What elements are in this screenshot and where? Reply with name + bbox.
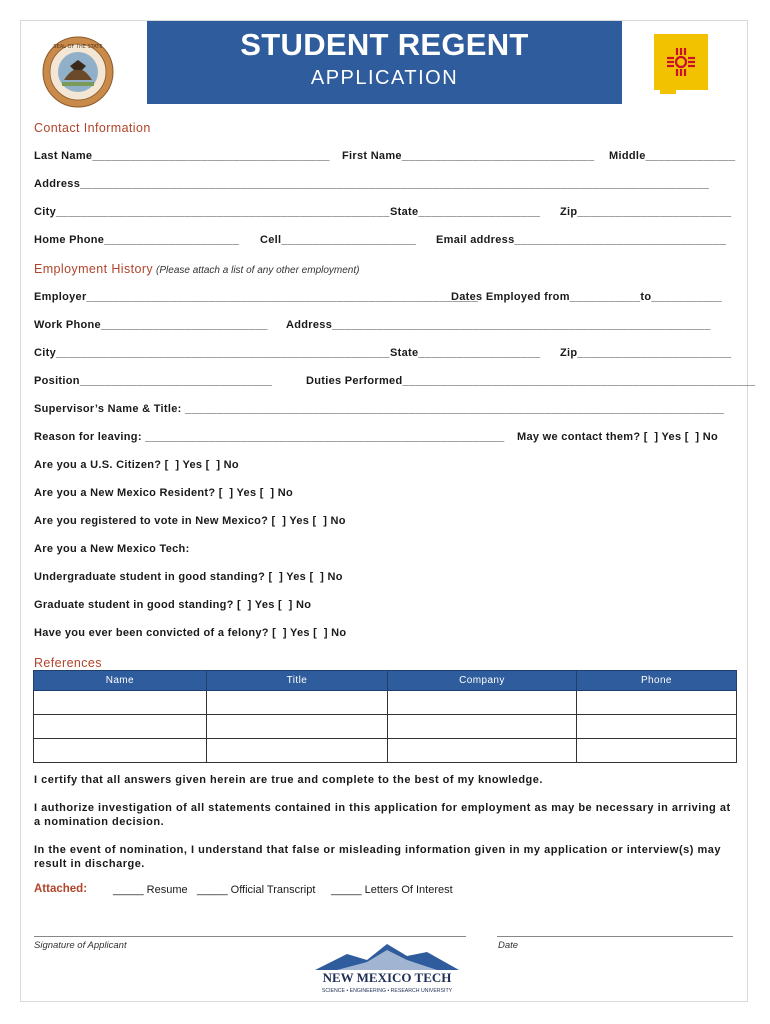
logo-tagline: SCIENCE • ENGINEERING • RESEARCH UNIVERSITY: [321, 988, 453, 994]
table-row: [34, 715, 737, 739]
work-zip-field[interactable]: Zip________________________: [560, 347, 732, 359]
new-mexico-flag-icon: [652, 32, 710, 94]
reference-company-cell[interactable]: [388, 691, 577, 715]
title-banner: [147, 21, 622, 104]
reason-for-leaving-field[interactable]: Reason for leaving: ________________________________________________________: [34, 431, 505, 443]
nomination-statement: In the event of nomination, I understand that false or misleading information given in my application or interview(s) may result in discharge.: [34, 844, 721, 870]
reference-phone-cell[interactable]: [576, 739, 736, 763]
contact-section-title: Contact Information: [34, 121, 151, 135]
reference-title-cell[interactable]: [206, 715, 387, 739]
attached-letters[interactable]: _____ Letters Of Interest: [331, 884, 453, 896]
email-field[interactable]: Email address_________________________________: [436, 234, 727, 246]
undergraduate-question[interactable]: Undergraduate student in good standing? [ ] Yes [ ] No: [34, 571, 343, 583]
reference-name-cell[interactable]: [34, 691, 207, 715]
employment-title-text: Employment History: [34, 262, 154, 276]
page-title: STUDENT REGENT: [240, 27, 529, 62]
cell-phone-field[interactable]: Cell_____________________: [260, 234, 417, 246]
page-subtitle: APPLICATION: [310, 67, 459, 89]
reference-title-cell[interactable]: [206, 691, 387, 715]
work-address-field[interactable]: Address___________________________________________________________: [286, 319, 711, 331]
may-contact-question[interactable]: May we contact them? [ ] Yes [ ] No: [517, 431, 718, 443]
authorize-statement: I authorize investigation of all statements contained in this application for employment as may be necessary in arriving at a nomination decision.: [34, 802, 731, 828]
dates-employed-field[interactable]: Dates Employed from___________to___________: [451, 291, 722, 303]
reference-name-cell[interactable]: [34, 715, 207, 739]
work-phone-field[interactable]: Work Phone__________________________: [34, 319, 268, 331]
employer-field[interactable]: Employer_____________________________________________________________: [34, 291, 479, 303]
duties-field[interactable]: Duties Performed_______________________________________________________: [306, 375, 756, 387]
employment-section-title: [34, 262, 359, 276]
resident-question[interactable]: Are you a New Mexico Resident? [ ] Yes [ ] No: [34, 487, 294, 499]
graduate-question[interactable]: Graduate student in good standing? [ ] Yes [ ] No: [34, 599, 312, 611]
logo-name: NEW MEXICO TECH: [322, 970, 452, 985]
col-name: Name: [34, 671, 207, 691]
reference-phone-cell[interactable]: [576, 691, 736, 715]
reference-company-cell[interactable]: [388, 739, 577, 763]
state-seal-icon: [42, 36, 114, 108]
city-field[interactable]: City____________________________________________________: [34, 206, 390, 218]
citizen-question[interactable]: Are you a U.S. Citizen? [ ] Yes [ ] No: [34, 459, 239, 471]
reference-title-cell[interactable]: [206, 739, 387, 763]
attached-label: Attached:: [34, 883, 88, 895]
state-field[interactable]: State___________________: [390, 206, 541, 218]
date-line[interactable]: [497, 936, 733, 937]
signature-label: Signature of Applicant: [34, 940, 127, 951]
references-header-row: [34, 671, 737, 691]
employment-note: (Please attach a list of any other employment): [156, 265, 360, 276]
table-row: [34, 691, 737, 715]
col-company: Company: [388, 671, 577, 691]
zip-field[interactable]: Zip________________________: [560, 206, 732, 218]
reference-name-cell[interactable]: [34, 739, 207, 763]
middle-name-field[interactable]: Middle______________: [609, 150, 736, 162]
table-row: [34, 739, 737, 763]
first-name-field[interactable]: First Name______________________________: [342, 150, 595, 162]
attached-transcript[interactable]: _____ Official Transcript: [197, 884, 316, 896]
col-phone: Phone: [576, 671, 736, 691]
last-name-field[interactable]: Last Name_____________________________________: [34, 150, 330, 162]
svg-text:SEAL OF THE STATE: SEAL OF THE STATE: [53, 44, 103, 50]
new-mexico-tech-logo: [307, 940, 467, 996]
attached-resume[interactable]: _____ Resume: [113, 884, 188, 896]
signature-line[interactable]: [34, 936, 466, 937]
work-city-field[interactable]: City____________________________________________________: [34, 347, 390, 359]
supervisor-field[interactable]: Supervisor’s Name & Title: ____________________________________________________________________________________: [34, 403, 725, 415]
position-field[interactable]: Position______________________________: [34, 375, 273, 387]
date-label: Date: [498, 940, 519, 951]
address-field[interactable]: Address__________________________________________________________________________________________________: [34, 178, 710, 190]
felony-question[interactable]: Have you ever been convicted of a felony? [ ] Yes [ ] No: [34, 627, 347, 639]
references-table: [33, 670, 737, 763]
reference-company-cell[interactable]: [388, 715, 577, 739]
nmt-student-question: Are you a New Mexico Tech:: [34, 543, 190, 555]
certify-statement: I certify that all answers given herein are true and complete to the best of my knowledge.: [34, 774, 543, 786]
col-title: Title: [206, 671, 387, 691]
reference-phone-cell[interactable]: [576, 715, 736, 739]
registered-voter-question[interactable]: Are you registered to vote in New Mexico? [ ] Yes [ ] No: [34, 515, 346, 527]
work-state-field[interactable]: State___________________: [390, 347, 541, 359]
references-section-title: References: [34, 656, 102, 670]
home-phone-field[interactable]: Home Phone_____________________: [34, 234, 240, 246]
